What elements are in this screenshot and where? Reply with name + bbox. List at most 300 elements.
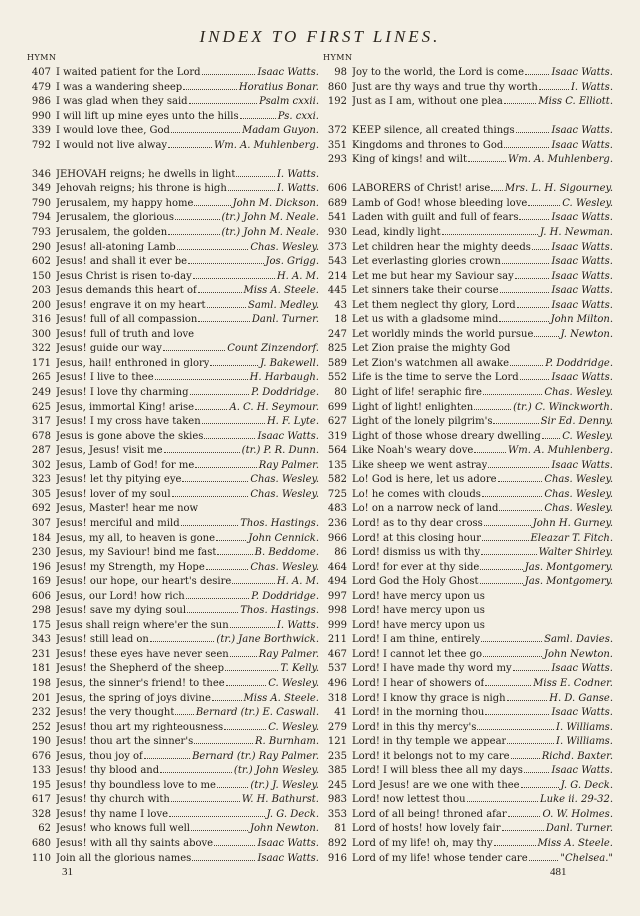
- dot-leader: [206, 561, 249, 570]
- author: Isaac Watts.: [551, 765, 613, 777]
- author: Chas. Wesley.: [250, 241, 319, 253]
- hymn-number: 606: [31, 590, 51, 602]
- index-entry: [27, 430, 319, 445]
- author: Isaac Watts.: [551, 212, 613, 224]
- hymn-number: 790: [31, 197, 51, 209]
- dot-leader: [210, 357, 258, 366]
- first-line: Lord! it belongs not to my care: [352, 750, 510, 762]
- first-line: Let everlasting glories crown: [352, 256, 501, 268]
- author: Wm. A. Muhlenberg.: [507, 445, 613, 457]
- first-line: Jesus, my Saviour! bind me fast: [56, 547, 217, 559]
- author: Isaac Watts.: [551, 299, 613, 311]
- author: Miss E. Codner.: [533, 677, 613, 689]
- author: I. Williams.: [556, 736, 613, 748]
- author: C. Wesley.: [562, 197, 613, 209]
- first-line: Let Zion praise the mighty God: [352, 343, 511, 355]
- author: Chas. Wesley.: [250, 474, 319, 486]
- first-line: Jesus! the Shepherd of the sheep: [56, 663, 224, 675]
- first-line: Jesus, our Lord! how rich: [56, 590, 185, 602]
- hymn-number: 467: [327, 648, 347, 660]
- first-line: Light of life! seraphic fire: [352, 387, 482, 399]
- dot-leader: [169, 808, 265, 817]
- dot-leader: [528, 197, 560, 206]
- index-entry: [27, 124, 319, 139]
- dot-leader: [502, 255, 550, 264]
- hymn-number: 98: [334, 67, 347, 78]
- dot-leader: [493, 415, 538, 424]
- author: I. Williams.: [556, 721, 613, 733]
- dot-leader: [198, 284, 242, 293]
- first-line: Lo! God is here, let us adore: [352, 474, 497, 486]
- hymn-number: 200: [31, 299, 51, 311]
- index-entry: [27, 473, 319, 488]
- first-line: Lord! have mercy upon us: [352, 590, 485, 602]
- first-line: Just as I am, without one plea: [352, 96, 503, 108]
- index-entry: [27, 197, 319, 212]
- author: I. Watts.: [276, 619, 319, 631]
- first-line: Jesus! let thy pitying eye: [56, 474, 182, 486]
- hymn-number: 80: [334, 387, 347, 399]
- index-entry: [323, 561, 613, 576]
- hymn-number: 211: [327, 634, 347, 646]
- index-entry: [27, 95, 319, 110]
- index-entry: [323, 473, 613, 488]
- author: Isaac Watts.: [551, 67, 613, 78]
- hymn-number: 323: [31, 474, 51, 486]
- dot-leader: [517, 299, 550, 308]
- dot-leader: [515, 270, 550, 279]
- first-line: Lord! now lettest thou: [352, 794, 466, 806]
- hymn-number: 175: [31, 619, 51, 631]
- hymn-number: 169: [31, 576, 51, 588]
- hymn-number: 290: [31, 241, 51, 253]
- author: Isaac Watts.: [551, 459, 613, 471]
- dot-leader: [212, 692, 242, 701]
- index-entry: [323, 371, 613, 386]
- hymn-number: 318: [327, 692, 347, 704]
- hymn-number: 181: [31, 663, 51, 675]
- hymn-number: 537: [327, 663, 347, 675]
- author: W. H. Bathurst.: [241, 794, 319, 806]
- page-title: INDEX TO FIRST LINES.: [199, 27, 441, 46]
- index-entry: [27, 692, 319, 707]
- hymn-number: 300: [31, 328, 51, 340]
- index-entry: [323, 284, 613, 299]
- hymn-number: 794: [31, 212, 51, 224]
- hymn-number: 678: [31, 430, 51, 442]
- index-entry: [323, 357, 613, 372]
- index-entry: [27, 284, 319, 299]
- author: Chas. Wesley.: [544, 503, 613, 515]
- dot-leader: [194, 735, 253, 744]
- index-entry: [323, 270, 613, 285]
- hymn-number: 110: [31, 852, 51, 864]
- author: C. Wesley.: [268, 677, 319, 689]
- dot-leader: [171, 793, 240, 802]
- author: C. Wesley.: [562, 430, 613, 442]
- hymn-number: 249: [31, 387, 51, 399]
- right-entries: [323, 66, 613, 866]
- first-line: I would not live alway: [56, 139, 168, 151]
- hymn-number: 990: [31, 110, 51, 122]
- author: H. Harbaugh.: [249, 372, 319, 384]
- hymn-number: 692: [31, 503, 51, 515]
- hymn-number: 699: [327, 401, 347, 413]
- hymn-number: 231: [31, 648, 51, 660]
- index-entry: [27, 110, 319, 125]
- index-entry: [323, 808, 613, 823]
- dot-leader: [502, 822, 544, 831]
- author: (tr.) John Wesley.: [233, 765, 319, 777]
- author: Walter Shirley.: [538, 547, 613, 559]
- first-line: Light of light! enlighten: [352, 401, 474, 413]
- author: Isaac Watts.: [551, 707, 613, 719]
- dot-leader: [494, 837, 536, 846]
- dot-leader: [150, 633, 215, 642]
- index-entry: [323, 662, 613, 677]
- hymn-number: 494: [327, 576, 347, 588]
- dot-leader: [474, 444, 506, 453]
- dot-leader: [477, 721, 554, 730]
- author: John H. Gurney.: [532, 517, 613, 529]
- hymn-number: 725: [327, 488, 347, 500]
- dot-leader: [226, 677, 267, 686]
- dot-leader: [202, 66, 256, 75]
- first-line: Lord! I will bless thee all my days: [352, 765, 523, 777]
- index-entry: [323, 313, 613, 328]
- index-entry: [323, 735, 613, 750]
- dot-leader: [216, 532, 246, 541]
- author: Wm. A. Muhlenberg.: [507, 154, 613, 166]
- first-line: Lo! he comes with clouds: [352, 488, 481, 500]
- hymn-number: 689: [327, 197, 347, 209]
- hymn-number: 201: [31, 692, 51, 704]
- author: Isaac Watts.: [551, 256, 613, 268]
- index-entry: [27, 182, 319, 197]
- hymn-number: 373: [327, 241, 347, 253]
- dot-leader: [230, 619, 275, 628]
- first-line: Jerusalem, the golden: [56, 227, 168, 239]
- dot-leader: [442, 226, 538, 235]
- dot-leader: [519, 211, 549, 220]
- first-line: Jehovah reigns; his throne is high: [56, 183, 227, 195]
- first-line: Jesus! thy name I love: [56, 808, 169, 820]
- hymn-number: 41: [334, 707, 347, 719]
- index-entry: [27, 619, 319, 634]
- index-entry: [27, 81, 319, 96]
- author: P. Doddridge.: [545, 357, 613, 369]
- dot-leader: [186, 590, 250, 599]
- first-line: Lord God the Holy Ghost: [352, 576, 479, 588]
- hymn-number: 564: [327, 445, 347, 457]
- author: Danl. Turner.: [251, 314, 319, 326]
- author: Isaac Watts.: [551, 285, 613, 297]
- first-line: Let them neglect thy glory, Lord: [352, 299, 516, 311]
- hymn-number: 236: [327, 517, 347, 529]
- dot-leader: [175, 706, 193, 715]
- hymn-number: 307: [31, 517, 51, 529]
- dot-leader: [504, 95, 536, 104]
- first-line: Jesus, Jesus! visit me: [56, 445, 163, 457]
- index-entry: [27, 822, 319, 837]
- first-line: LABORERS of Christ! arise: [352, 183, 491, 195]
- hymn-number: 349: [31, 183, 51, 195]
- author: Miss A. Steele.: [537, 837, 613, 849]
- right-column-header: HYMN: [323, 53, 353, 62]
- author: Richd. Baxter.: [541, 750, 613, 762]
- author: Chas. Wesley.: [250, 488, 319, 500]
- index-entry: [27, 459, 319, 474]
- first-line: Jesus! engrave it on my heart: [56, 299, 206, 311]
- hymn-number: 190: [31, 736, 51, 748]
- first-line: Life is the time to serve the Lord: [352, 372, 519, 384]
- first-line: Lord of my life! whose tender care: [352, 852, 528, 864]
- author: (tr.) John M. Neale.: [221, 227, 319, 239]
- first-line: Jerusalem, the glorious: [56, 212, 174, 224]
- hymn-number: 372: [327, 125, 347, 137]
- first-line: Let me but hear my Saviour say: [352, 270, 514, 282]
- first-line: Light of those whose dreary dwelling: [352, 430, 541, 442]
- author: P. Doddridge.: [251, 387, 319, 399]
- dot-leader: [194, 197, 230, 206]
- hymn-number: 245: [327, 779, 347, 791]
- hymn-number: 184: [31, 532, 51, 544]
- hymn-number: 192: [327, 96, 347, 108]
- author: Jas. Montgomery.: [524, 576, 613, 588]
- author: J. G. Deck.: [560, 779, 613, 791]
- index-entry: [27, 502, 319, 517]
- index-entry: [323, 648, 613, 663]
- dot-leader: [228, 182, 275, 191]
- index-entry: [323, 502, 613, 517]
- hymn-number: 18: [334, 314, 347, 326]
- dot-leader: [188, 255, 263, 264]
- first-line: Like sheep we went astray: [352, 459, 488, 471]
- author: Chas. Wesley.: [544, 488, 613, 500]
- first-line: Jesus! my Strength, my Hope: [56, 561, 205, 573]
- hymn-number: 196: [31, 561, 51, 573]
- index-entry: [323, 182, 613, 197]
- first-line: I will lift up mine eyes unto the hills: [56, 110, 239, 122]
- hymn-number: 81: [334, 823, 347, 835]
- author: (tr.) J. Wesley.: [250, 779, 319, 791]
- index-entry: [27, 561, 319, 576]
- hymn-number: 322: [31, 343, 51, 355]
- index-entry: [27, 517, 319, 532]
- hymn-number: 203: [31, 285, 51, 297]
- author: Count Zinzendorf.: [227, 343, 319, 355]
- hymn-number: 195: [31, 779, 51, 791]
- dot-leader: [529, 852, 559, 861]
- dot-leader: [181, 517, 239, 526]
- hymn-number: 582: [327, 474, 347, 486]
- first-line: Lord of all being! throned afar: [352, 808, 507, 820]
- index-entry: [323, 590, 613, 605]
- index-entry: [27, 371, 319, 386]
- author: (tr.) C. Winckworth.: [513, 401, 613, 413]
- index-entry: [323, 575, 613, 590]
- hymn-number: 589: [327, 357, 347, 369]
- dot-leader: [193, 270, 275, 279]
- dot-leader: [504, 139, 549, 148]
- hymn-number: 298: [31, 605, 51, 617]
- first-line: Jesus! thou art the sinner's: [56, 736, 194, 748]
- first-line: Jesus! I love thy charming: [56, 387, 189, 399]
- first-line: Lo! on a narrow neck of land: [352, 503, 499, 515]
- hymn-number: 860: [327, 81, 347, 93]
- hymn-number: 479: [31, 81, 51, 93]
- index-entry: [323, 706, 613, 721]
- index-entry: [27, 66, 319, 81]
- author: Saml. Medley.: [247, 299, 319, 311]
- author: Psalm cxxii.: [259, 96, 319, 108]
- hymn-number: 445: [327, 285, 347, 297]
- index-entry: [323, 764, 613, 779]
- dot-leader: [542, 430, 560, 439]
- index-entry: [323, 211, 613, 226]
- dot-leader: [214, 837, 255, 846]
- index-entry: [323, 153, 613, 168]
- author: Danl. Turner.: [545, 823, 613, 835]
- first-line: Jesus! thy boundless love to me: [56, 779, 216, 791]
- first-line: Jesus, my all, to heaven is gone: [56, 532, 216, 544]
- hymn-number: 930: [327, 227, 347, 239]
- author: P. Doddridge.: [251, 590, 319, 602]
- index-entry: [323, 415, 613, 430]
- first-line: Lord! in thy temple we appear: [352, 736, 507, 748]
- hymn-number: 214: [327, 270, 347, 282]
- hymn-number: 496: [327, 677, 347, 689]
- author: J. H. Newman.: [540, 227, 613, 239]
- first-line: Jesus! thy church with: [56, 794, 170, 806]
- author: H. A. M.: [276, 270, 319, 282]
- index-entry: [323, 619, 613, 634]
- hymn-number: 287: [31, 445, 51, 457]
- index-entry: [323, 401, 613, 416]
- first-line: Lord! for ever at thy side: [352, 561, 480, 573]
- dot-leader: [190, 386, 250, 395]
- index-entry: [323, 81, 613, 96]
- hymn-number: 279: [327, 721, 347, 733]
- hymn-number: 464: [327, 561, 347, 573]
- first-line: Jesus! lover of my soul: [56, 488, 171, 500]
- dot-leader: [524, 764, 550, 773]
- hymn-number: 293: [327, 154, 347, 166]
- author: Isaac Watts.: [551, 270, 613, 282]
- first-line: Laden with guilt and full of fears: [352, 212, 519, 224]
- dot-leader: [516, 124, 550, 133]
- dot-leader: [510, 357, 543, 366]
- first-line: Jesus! guide our way: [56, 343, 162, 355]
- hymn-number: 302: [31, 459, 51, 471]
- hymn-number: 346: [31, 168, 51, 180]
- first-line: Jesus, the spring of joys divine: [56, 692, 211, 704]
- index-entry: [323, 822, 613, 837]
- index-entry: [323, 488, 613, 503]
- first-line: Jesus! these eyes have never seen: [56, 648, 229, 660]
- author: O. W. Holmes.: [542, 808, 613, 820]
- right-column: [323, 52, 613, 866]
- dot-leader: [532, 241, 550, 250]
- author: Ps. cxxi.: [277, 110, 319, 122]
- index-entry: [27, 648, 319, 663]
- index-entry: [27, 386, 319, 401]
- first-line: Jesus! and shall it ever be: [56, 256, 188, 268]
- hymn-number: 483: [327, 503, 347, 515]
- hymn-number: 317: [31, 416, 51, 428]
- index-entry: [27, 226, 319, 241]
- dot-leader: [513, 662, 550, 671]
- right-page-number: 481: [550, 866, 567, 878]
- dot-leader: [480, 561, 522, 570]
- author: Sir Ed. Denny.: [540, 416, 613, 428]
- author: Isaac Watts.: [257, 837, 319, 849]
- dot-leader: [177, 241, 249, 250]
- hymn-number: 316: [31, 314, 51, 326]
- first-line: I waited patient for the Lord: [56, 67, 201, 78]
- author: Isaac Watts.: [551, 663, 613, 675]
- hymn-number: 625: [31, 401, 51, 413]
- dot-leader: [195, 459, 257, 468]
- first-line: Jesus! full of truth and love: [56, 328, 195, 340]
- index-entry: [323, 517, 613, 532]
- dot-leader: [198, 313, 250, 322]
- author: Isaac Watts.: [551, 241, 613, 253]
- author: Horatius Bonar.: [238, 81, 319, 93]
- first-line: Lord! I know thy grace is nigh: [352, 692, 506, 704]
- index-entry: [27, 706, 319, 721]
- index-entry: [27, 444, 319, 459]
- author: John M. Dickson.: [232, 197, 319, 209]
- dot-leader: [539, 81, 569, 90]
- hymn-number: 997: [327, 590, 347, 602]
- dot-leader: [155, 371, 248, 380]
- index-entry: [27, 255, 319, 270]
- index-entry: [323, 677, 613, 692]
- first-line: Light of the lonely pilgrim's: [352, 416, 493, 428]
- first-line: Like Noah's weary dove: [352, 445, 474, 457]
- author: Chas. Wesley.: [544, 387, 613, 399]
- author: Jas. Montgomery.: [524, 561, 613, 573]
- dot-leader: [168, 226, 219, 235]
- author: T. Kelly.: [280, 663, 319, 675]
- hymn-number: 680: [31, 837, 51, 849]
- author: Miss A. Steele.: [243, 692, 319, 704]
- first-line: JEHOVAH reigns; he dwells in light: [56, 168, 236, 180]
- index-entry: [323, 444, 613, 459]
- index-entry: [323, 255, 613, 270]
- dot-leader: [225, 662, 278, 671]
- first-line: Jesus! full of all compassion: [56, 314, 198, 326]
- index-entry: [323, 779, 613, 794]
- first-line: Lord! I am thine, entirely: [352, 634, 481, 646]
- hymn-number: 385: [327, 765, 347, 777]
- hymn-number: 235: [327, 750, 347, 762]
- author: Jos. Grigg.: [265, 256, 319, 268]
- first-line: Lord! as to thy dear cross: [352, 517, 483, 529]
- index-entry: [323, 66, 613, 81]
- dot-leader: [202, 415, 265, 424]
- left-column-header: HYMN: [27, 53, 57, 62]
- hymn-number: 983: [327, 794, 347, 806]
- hymn-number: 998: [327, 605, 347, 617]
- dot-leader: [160, 764, 232, 773]
- author: Thos. Hastings.: [240, 517, 319, 529]
- dot-leader: [498, 473, 543, 482]
- index-entry: [27, 764, 319, 779]
- index-entry: [27, 488, 319, 503]
- dot-leader: [485, 706, 549, 715]
